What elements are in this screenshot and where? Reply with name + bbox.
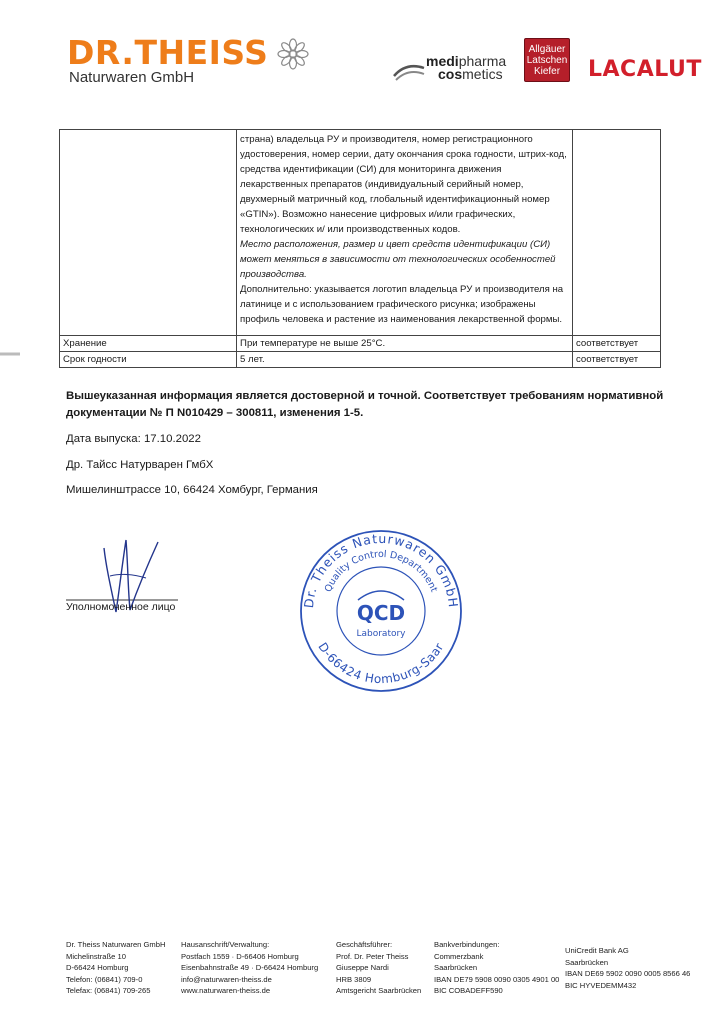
footer-line: Geschäftsführer:: [336, 940, 393, 949]
row-name: Хранение: [60, 336, 237, 352]
scan-edge-mark: [0, 351, 20, 357]
stamp-ring-bottom-text: D-66424 Homburg-Saar: [315, 640, 447, 687]
footer-line: BIC COBADEFF590: [434, 986, 503, 995]
footer-line: Prof. Dr. Peter Theiss: [336, 951, 409, 961]
footer-line: Saarbrücken: [434, 963, 478, 972]
table-row: [60, 352, 661, 368]
table-row: [60, 130, 661, 336]
stamp-center-label: Laboratory: [356, 629, 406, 639]
footer-address: [181, 939, 318, 997]
footer-line: Telefax: (06841) 709-265: [66, 986, 151, 995]
row-name: Срок годности: [60, 352, 237, 368]
footer-bank-unicredit: [565, 945, 690, 991]
footer-line: Eisenbahnstraße 49 · D-66424 Homburg: [181, 963, 319, 972]
footer-line: IBAN DE69 5902 0090 0005 8566 46: [565, 969, 691, 978]
medipharma-logo-line1: medipharma: [426, 53, 507, 69]
labeling-paragraph: страна) владельца РУ и производителя, номер регистрационного удостоверения, номер серии, дату окончания срока годности, штрих-код, средства идентификации (СИ) для мониторинга движения лекарственных препаратов (индивидуальный серийный номер, двухмерный матричный код, глобальный идентификационный номер «GTIN»). Возможно нанесение цифровых и/или графических, технологических и/ или производственных кодов.: [240, 134, 567, 235]
table-row: [60, 336, 661, 352]
declaration-text: Вышеуказанная информация является достоверной и точной. Соответствует требованиям нормативной документации № П N010429 – 300811, изменения 1-5.: [66, 390, 664, 419]
footer-management: [336, 939, 421, 997]
footer-line: Giuseppe Nardi: [336, 963, 389, 972]
stamp-center-code: QCD: [356, 601, 406, 625]
company-name: Др. Тайсс Натурварен ГмбХ: [66, 459, 214, 471]
footer-line: Dr. Theiss Naturwaren GmbH: [66, 940, 166, 949]
footer-line: Amtsgericht Saarbrücken: [336, 986, 422, 995]
labeling-paragraph: Дополнительно: указывается логотип владельца РУ и производителя на латинице и с использованием графического рисунка; изображены профиль человека и растение из наименования лекарственной формы.: [240, 284, 564, 325]
flower-logo-icon: [276, 37, 310, 71]
footer-line: HRB 3809: [336, 974, 372, 984]
specification-table: [59, 129, 661, 368]
footer-company: [66, 939, 165, 997]
medipharma-logo-line2: cosmetics: [438, 66, 503, 82]
brand-subtitle: Naturwaren GmbH: [69, 69, 195, 86]
quality-control-stamp: [298, 528, 464, 694]
brand-logo-dr-theiss: DR.THEISS: [67, 33, 269, 72]
footer-line: www.naturwaren-theiss.de: [181, 986, 271, 995]
footer-line: BIC HYVEDEMM432: [565, 980, 637, 990]
footer-line: D-66424 Homburg: [66, 963, 129, 972]
footer-bank-commerzbank: [434, 939, 559, 997]
footer-line: Michelinstraße 10: [66, 951, 126, 961]
row-status: соответствует: [572, 352, 660, 368]
company-address: Мишелинштрассе 10, 66424 Хомбург, Германия: [66, 484, 318, 496]
signature-label: Уполномоченное лицо: [66, 601, 176, 613]
footer-line: Postfach 1559 · D-66406 Homburg: [181, 951, 299, 961]
footer-line: Bankverbindungen:: [434, 940, 500, 949]
labeling-paragraph-italic: Место расположения, размер и цвет средств идентификации (СИ) может меняться в зависимости от технологических особенностей производства.: [240, 239, 556, 280]
footer-line: Hausanschrift/Verwaltung:: [181, 940, 270, 949]
footer-line: Saarbrücken: [565, 957, 609, 967]
footer-line: IBAN DE79 5908 0090 0305 4901 00: [434, 974, 560, 984]
stamp-ring-top-text: Dr. Theiss Naturwaren GmbH: [300, 530, 462, 609]
issue-date: Дата выпуска: 17.10.2022: [66, 433, 201, 445]
allgauer-logo: Allgäuer Latschen Kiefer: [524, 38, 570, 82]
stamp-ring-mid-text: Quality Control Department: [322, 548, 440, 594]
row-spec: 5 лет.: [237, 352, 573, 368]
table-cell-labeling: [237, 130, 573, 336]
row-status: соответствует: [572, 336, 660, 352]
svg-text:D-66424 Homburg-Saar: [315, 640, 446, 686]
row-spec: При температуре не выше 25°C.: [237, 336, 573, 352]
footer-line: UniCredit Bank AG: [565, 946, 629, 955]
svg-text:Dr. Theiss Naturwaren GmbH: [301, 531, 461, 609]
footer-line: info@naturwaren-theiss.de: [181, 974, 272, 984]
lacalut-logo: LACALUT: [588, 57, 702, 82]
footer-line: Telefon: (06841) 709-0: [66, 974, 143, 984]
footer-line: Commerzbank: [434, 951, 484, 961]
table-cell-empty: [60, 130, 237, 336]
table-cell-empty: [572, 130, 660, 336]
